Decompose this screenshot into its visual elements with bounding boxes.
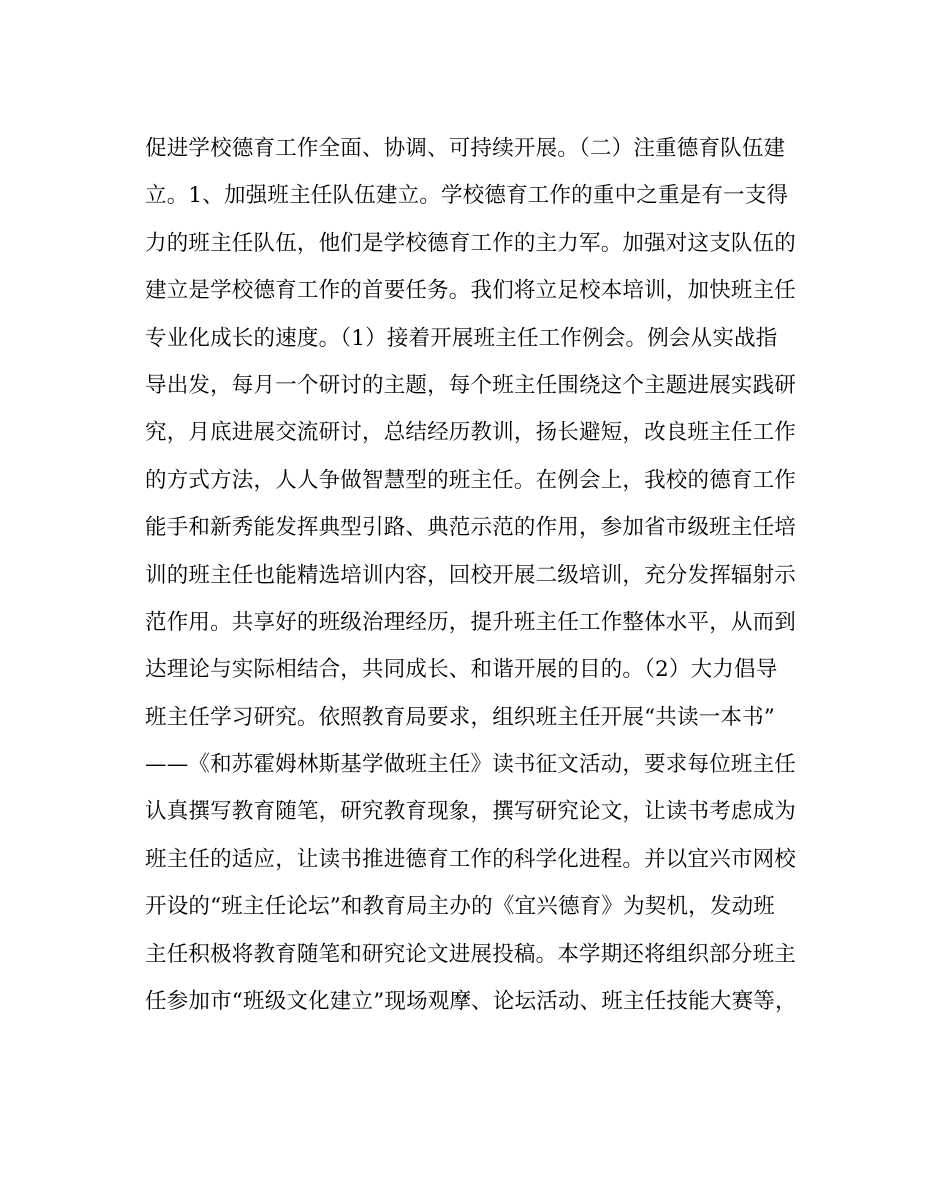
text-line: 认真撰写教育随笔，研究教育现象，撰写研究论文，让读书考虑成为 [145,799,797,825]
text-line: 立。1、加强班主任队伍建立。学校德育工作的重中之重是有一支得 [145,183,789,209]
text-line: 究，月底进展交流研讨，总结经历教训，扬长避短，改良班主任工作 [145,420,797,446]
text-line: 开设的“班主任论坛”和教育局主办的《宜兴德育》为契机，发动班 [145,894,775,920]
text-line: 训的班主任也能精选培训内容，回校开展二级培训，充分发挥辐射示 [145,562,797,588]
text-line: 班主任学习研究。依照教育局要求，组织班主任开展“共读一本书” [145,704,775,730]
text-line: 能手和新秀能发挥典型引路、典范示范的作用，参加省市级班主任培 [145,515,797,541]
text-line: 的方式方法，人人争做智慧型的班主任。在例会上，我校的德育工作 [145,467,797,493]
body-text [145,125,815,1025]
text-line: 达理论与实际相结合，共同成长、和谐开展的目的。（2）大力倡导 [145,657,778,683]
text-line: 专业化成长的速度。（1）接着开展班主任工作例会。例会从实战指 [145,325,778,351]
text-line: ——《和苏霍姆林斯基学做班主任》读书征文活动，要求每位班主任 [145,752,797,778]
text-line: 建立是学校德育工作的首要任务。我们将立足校本培训，加快班主任 [145,278,797,304]
text-line: 力的班主任队伍，他们是学校德育工作的主力军。加强对这支队伍的 [145,230,797,256]
text-line: 促进学校德育工作全面、协调、可持续开展。（二）注重德育队伍建 [145,136,786,161]
text-line: 范作用。共享好的班级治理经历，提升班主任工作整体水平，从而到 [145,609,797,635]
text-line: 导出发，每月一个研讨的主题，每个班主任围绕这个主题进展实践研 [145,372,797,398]
text-line: 班主任的适应，让读书推进德育工作的科学化进程。并以宜兴市网校 [145,846,797,872]
text-line: 任参加市“班级文化建立”现场观摩、论坛活动、班主任技能大赛等， [145,989,797,1015]
text-line: 主任积极将教育随笔和研究论文进展投稿。本学期还将组织部分班主 [145,941,797,967]
